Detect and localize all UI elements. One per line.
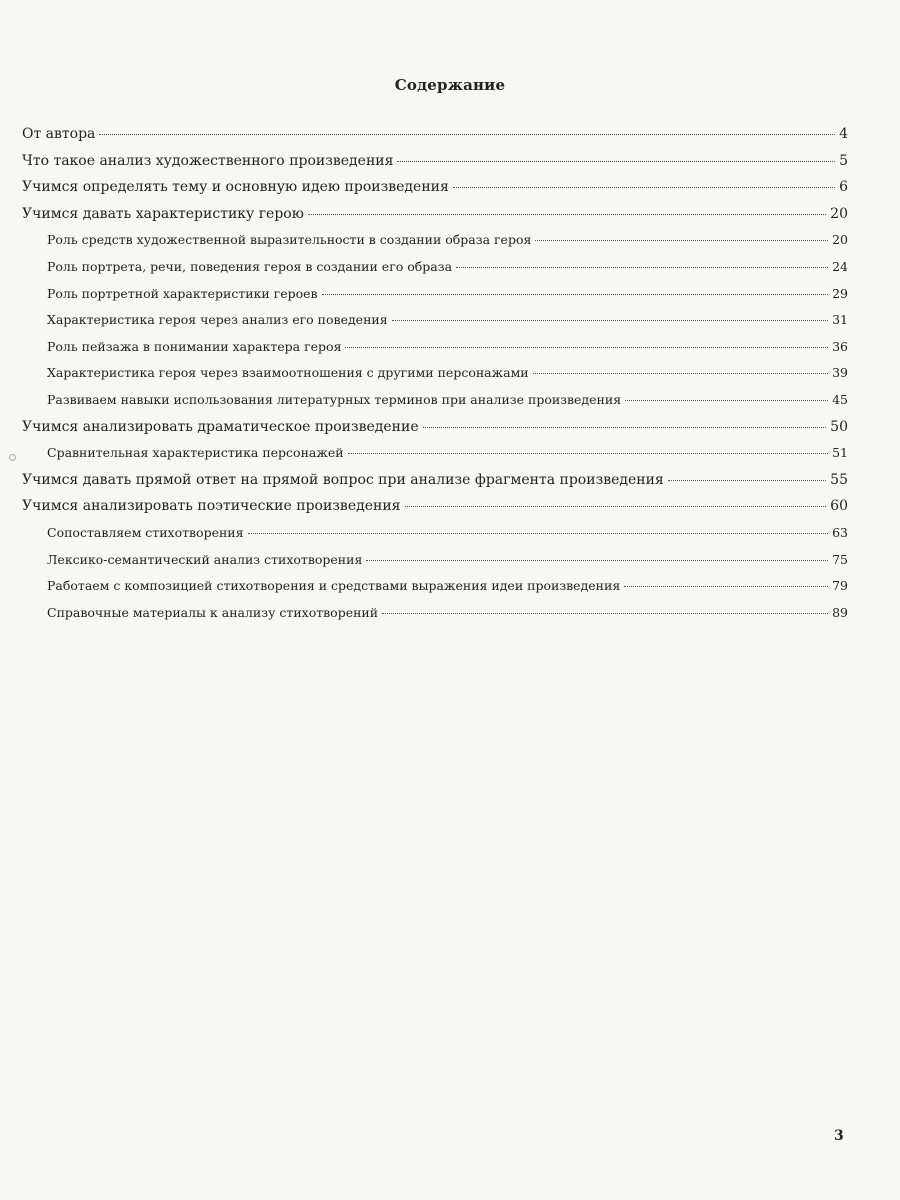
dot-leader xyxy=(405,506,827,507)
toc-entry-title: Роль пейзажа в понимании характера героя xyxy=(47,338,342,354)
dot-leader xyxy=(625,400,828,401)
page-number: 3 xyxy=(834,1128,844,1144)
toc-entry-title: Справочные материалы к анализу стихотворений xyxy=(47,604,379,620)
toc-entry-page: 89 xyxy=(832,604,848,620)
toc-entry xyxy=(22,365,848,392)
toc-entry xyxy=(22,206,848,233)
toc-entry-page: 4 xyxy=(839,126,848,142)
dot-leader xyxy=(348,453,829,454)
toc-entry-title: Характеристика героя через анализ его поведения xyxy=(47,312,388,328)
dot-leader xyxy=(668,480,826,481)
toc-entry-page: 20 xyxy=(832,232,848,248)
dot-leader xyxy=(248,533,829,534)
toc-entry-title: Что такое анализ художественного произведения xyxy=(22,152,394,169)
toc-entry-page: 31 xyxy=(832,312,848,328)
toc-entry xyxy=(22,605,848,632)
toc-entry xyxy=(22,525,848,552)
page-title: Содержание xyxy=(394,76,506,94)
toc-entry-title: Роль средств художественной выразительности в создании образа героя xyxy=(47,232,532,248)
toc-entry-page: 55 xyxy=(830,471,848,488)
toc-entry-page: 50 xyxy=(830,418,848,435)
toc-entry-page: 39 xyxy=(832,365,848,381)
toc-entry xyxy=(22,392,848,419)
toc-entry-page: 29 xyxy=(832,285,848,301)
toc-entry-page: 79 xyxy=(832,578,848,594)
toc-entry-title: Сопоставляем стихотворения xyxy=(47,524,244,540)
toc-entry-title: Учимся давать прямой ответ на прямой вопрос при анализе фрагмента произведения xyxy=(22,471,664,488)
toc-entry xyxy=(22,312,848,339)
dot-leader xyxy=(397,161,835,162)
toc-entry-title: Сравнительная характеристика персонажей xyxy=(47,445,344,461)
toc-entry-title: Лексико-семантический анализ стихотворения xyxy=(47,551,363,567)
toc-entry-title: Развиваем навыки использования литературных терминов при анализе произведения xyxy=(47,391,622,407)
dot-leader xyxy=(453,187,835,188)
toc-entry xyxy=(22,498,848,525)
toc-entry xyxy=(22,472,848,499)
toc-entry xyxy=(22,126,848,153)
toc-entry-page: 24 xyxy=(832,258,848,274)
dot-leader xyxy=(99,134,835,135)
toc-entry xyxy=(22,339,848,366)
dot-leader xyxy=(382,613,828,614)
toc-entry-page: 5 xyxy=(839,152,848,169)
toc-entry-page: 45 xyxy=(832,391,848,407)
toc-entry-page: 60 xyxy=(830,498,848,515)
toc-entry-page: 75 xyxy=(832,551,848,567)
dot-leader xyxy=(345,347,828,348)
toc-entry-title: Учимся давать характеристику герою xyxy=(22,205,304,222)
dot-leader xyxy=(535,240,828,241)
dot-leader xyxy=(624,586,828,587)
toc-entry-page: 36 xyxy=(832,338,848,354)
dot-leader xyxy=(456,267,828,268)
dot-leader xyxy=(533,373,828,374)
toc-entry-page: 6 xyxy=(839,179,848,196)
toc-entry xyxy=(22,578,848,605)
toc-entry xyxy=(22,259,848,286)
toc-entry-page: 63 xyxy=(832,524,848,540)
toc-entry xyxy=(22,445,848,472)
toc-entry-page: 20 xyxy=(830,205,848,222)
toc-entry-title: Роль портрета, речи, поведения героя в создании его образа xyxy=(47,258,453,274)
toc-entry xyxy=(22,419,848,446)
toc-entry xyxy=(22,153,848,180)
toc-entry-title: Роль портретной характеристики героев xyxy=(47,285,318,301)
dot-leader xyxy=(308,214,826,215)
toc-entry-title: Учимся анализировать поэтические произведения xyxy=(22,498,401,515)
table-of-contents xyxy=(22,126,848,631)
dot-leader xyxy=(366,560,828,561)
toc-entry-page: 51 xyxy=(832,445,848,461)
toc-entry xyxy=(22,552,848,579)
toc-entry-title: Учимся анализировать драматическое произведение xyxy=(22,418,419,435)
toc-entry xyxy=(22,179,848,206)
dot-leader xyxy=(423,427,827,428)
toc-entry xyxy=(22,232,848,259)
toc-entry xyxy=(22,286,848,313)
toc-entry-title: Учимся определять тему и основную идею произведения xyxy=(22,179,449,196)
dot-leader xyxy=(392,320,828,321)
dot-leader xyxy=(322,294,829,295)
toc-entry-title: От автора xyxy=(22,126,96,142)
scan-speck xyxy=(9,454,16,461)
toc-entry-title: Характеристика героя через взаимоотношения с другими персонажами xyxy=(47,365,529,381)
toc-entry-title: Работаем с композицией стихотворения и средствами выражения идеи произведения xyxy=(47,578,621,594)
